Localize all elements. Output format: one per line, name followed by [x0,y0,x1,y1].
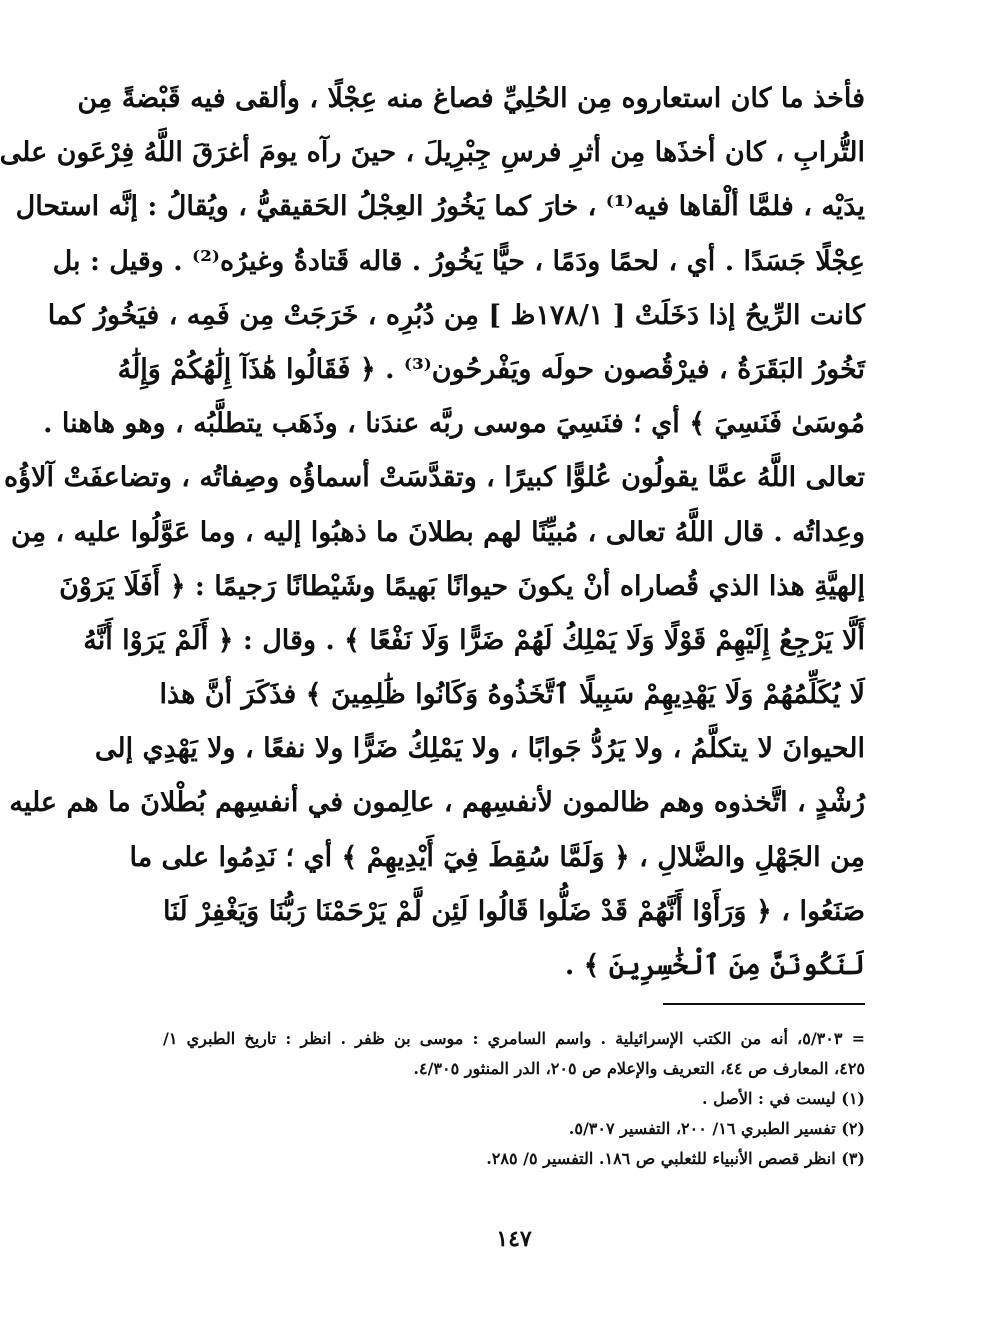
footnote-line: (٣) انظر قصص الأنبياء للثعلبي ص ١٨٦. التفسير ٥/ ٢٨٥. [486,1149,865,1168]
text-line: صَنَعُوا ، ﴿ وَرَأَوْا أَنَّهُمْ قَدْ ضَلُّوا قَالُوا لَئِن لَّمْ يَرْحَمْنَا رَبُّنَا وَيَغْفِرْ لَنَا [163,895,865,927]
text-line: التُّرابِ ، كان أخذَها مِن أثرِ فرسِ جِبْرِيلَ ، حينَ رآه يومَ أغرَقَ اللَّهُ فِرْعَون على [0,137,865,169]
text-line: مُوسَىٰ فَنَسِيَ ﴾ أي ؛ فنَسِيَ موسى ربَّه عندَنا ، وذَهَب يتطلَّبُه ، وهو هاهنا . [43,408,865,440]
text-line: فأخذ ما كان استعاروه مِن الحُلِيِّ فصاغ منه عِجْلًا ، وألقى فيه قَبْضةً مِن [77,83,865,114]
text-line: كانت الرِّيحُ إذا دَخَلَتْ [ ١٧٨/١ظ ] مِن دُبُرِه ، خَرَجَتْ مِن فَمِه ، فيَخُورُ كما [47,299,865,331]
text-line: رُشْدٍ ، اتَّخذوه وهم ظالمون لأنفسِهم ، عالِمون في أنفسِهم بُطْلانَ ما هم عليه [9,787,865,819]
footnote-line: ٤٢٥، المعارف ص ٤٤، التعريف والإعلام ص ٢٠٥، الدر المنثور ٤/٣٠٥. [413,1059,865,1078]
footnote-divider [663,1003,865,1005]
footnote-line: (١) ليست في : الأصل . [701,1089,865,1108]
footnote-line: = ٥/٣٠٣، أنه من الكتب الإسرائيلية . واسم السامري : موسى بن ظفر . انظر : تاريخ الطبري ١/ [163,1029,866,1048]
text-line: إلهيَّةِ هذا الذي قُصاراه أنْ يكونَ حيوانًا بَهيمًا وشَيْطانًا رَجيمًا : ﴿ أَفَلَا يَرَوْنَ [59,570,865,602]
text-line: مِن الجَهْلِ والضَّلالِ ، ﴿ وَلَمَّا سُقِطَ فِيٓ أَيْدِيهِمْ ﴾ أي ؛ نَدِمُوا على ما [129,841,865,873]
footnotes-block [163,1024,865,1174]
text-line: الحيوانَ لا يتكلَّمُ ، ولا يَرُدُّ جَوابًا ، ولا يَمْلِكُ ضَرًّا ولا نفعًا ، ولا يَهْدِي إلى [94,733,865,765]
text-line: وعِداتُه . قال اللَّهُ تعالى ، مُبيِّنًا لهم بطلانَ ما ذهبُوا إليه ، وما عَوَّلُوا عليه ، مِن [11,516,865,548]
text-line: تَخُورُ البَقَرَةُ ، فيرْقُصون حولَه ويَفْرحُون⁽³⁾ . ﴿ فَقَالُوا هَٰذَآ إِلَٰهُكُمْ وَإِلَٰهُ [117,353,865,385]
text-line: لَا يُكَلِّمُهُمْ وَلَا يَهْدِيهِمْ سَبِيلًا ٱتَّخَذُوهُ وَكَانُوا ظَٰلِمِينَ ﴾ فذَكَرَ أنَّ هذا [159,679,865,711]
footnote-line: (٢) تفسير الطبري ١٦/ ٢٠٠، التفسير ٥/٣٠٧. [568,1119,865,1138]
page-number: ١٤٧ [496,1226,532,1252]
text-line: لَنَكُونَنَّ مِنَ ٱلْخَٰسِرِينَ ﴾ . [564,950,865,981]
main-text-block [0,72,865,993]
text-line: يدَيْه ، فلمَّا ألْقاها فيه⁽¹⁾ ، خارَ كما يَخُورُ العِجْلُ الحَقيقيُّ ، ويُقالُ : إنَّه استحال [15,191,865,223]
text-line: أَلَّا يَرْجِعُ إِلَيْهِمْ قَوْلًا وَلَا يَمْلِكُ لَهُمْ ضَرًّا وَلَا نَفْعًا ﴾ . وقال : ﴿ أَلَمْ يَرَوْا أَنَّهُ [83,624,865,656]
text-line: عِجْلًا جَسَدًا . أي ، لحمًا ودَمًا ، حيًّا يَخُورُ . قاله قَتادةُ وغيرُه⁽²⁾ . وقيل : بل [52,245,865,277]
text-line: تعالى اللَّهُ عمَّا يقولُون عُلوًّا كبيرًا ، وتقدَّسَتْ أسماؤُه وصِفاتُه ، وتضاعفَتْ آلاؤُه [3,462,865,494]
